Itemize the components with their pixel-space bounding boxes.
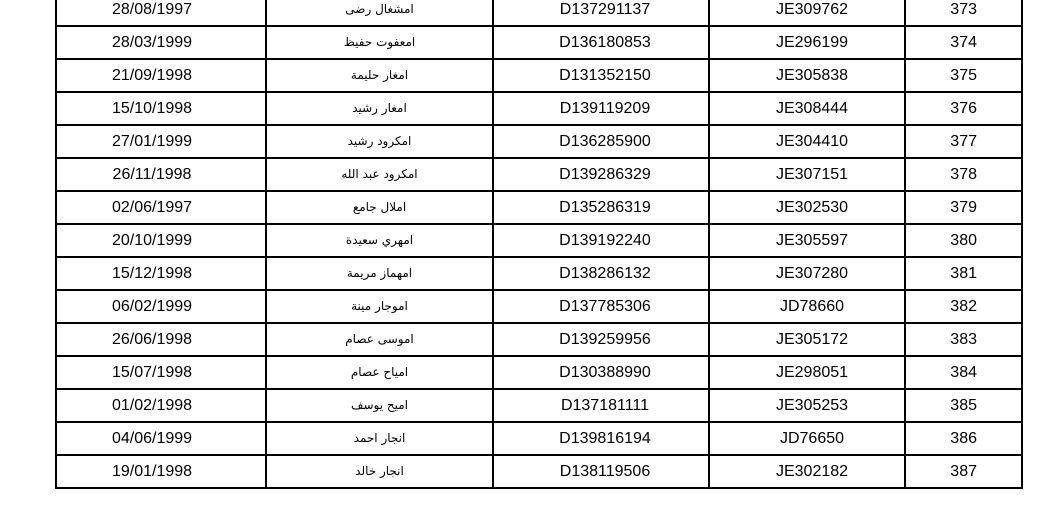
row-number-cell: 374 (905, 26, 1022, 59)
id-number-cell: D131352150 (493, 59, 709, 92)
table-row (56, 158, 1022, 191)
row-number-cell: 373 (905, 0, 1022, 26)
row-number-cell: 384 (905, 356, 1022, 389)
row-number-cell: 378 (905, 158, 1022, 191)
table-body (56, 0, 1022, 488)
table-row (56, 389, 1022, 422)
student-list-table (55, 0, 1023, 489)
student-name-cell: انجار خالد (266, 455, 493, 488)
table-row (56, 26, 1022, 59)
row-number-cell: 381 (905, 257, 1022, 290)
birth-date-cell: 28/08/1997 (56, 0, 266, 26)
id-number-cell: D137785306 (493, 290, 709, 323)
birth-date-cell: 02/06/1997 (56, 191, 266, 224)
birth-date-cell: 26/06/1998 (56, 323, 266, 356)
birth-date-cell: 27/01/1999 (56, 125, 266, 158)
student-name-cell: اموسى عصام (266, 323, 493, 356)
table-row (56, 125, 1022, 158)
row-number-cell: 379 (905, 191, 1022, 224)
student-name-cell: امغار حليمة (266, 59, 493, 92)
student-name-cell: امهماز مريمة (266, 257, 493, 290)
birth-date-cell: 21/09/1998 (56, 59, 266, 92)
row-number-cell: 385 (905, 389, 1022, 422)
birth-date-cell: 06/02/1999 (56, 290, 266, 323)
student-name-cell: امكرود عبد الله (266, 158, 493, 191)
row-number-cell: 386 (905, 422, 1022, 455)
birth-date-cell: 19/01/1998 (56, 455, 266, 488)
id-number-cell: D137291137 (493, 0, 709, 26)
table-row (56, 92, 1022, 125)
student-name-cell: امياح عصام (266, 356, 493, 389)
table-row (56, 455, 1022, 488)
student-code-cell: JE309762 (709, 0, 905, 26)
table-row (56, 59, 1022, 92)
student-code-cell: JE307151 (709, 158, 905, 191)
id-number-cell: D130388990 (493, 356, 709, 389)
student-code-cell: JE305838 (709, 59, 905, 92)
student-code-cell: JE298051 (709, 356, 905, 389)
row-number-cell: 382 (905, 290, 1022, 323)
row-number-cell: 380 (905, 224, 1022, 257)
row-number-cell: 375 (905, 59, 1022, 92)
student-name-cell: امهري سعيدة (266, 224, 493, 257)
row-number-cell: 387 (905, 455, 1022, 488)
id-number-cell: D139286329 (493, 158, 709, 191)
student-code-cell: JE307280 (709, 257, 905, 290)
id-number-cell: D139192240 (493, 224, 709, 257)
student-name-cell: انجار احمد (266, 422, 493, 455)
table-row (56, 323, 1022, 356)
student-name-cell: امعفوت حفيظ (266, 26, 493, 59)
table-row (56, 356, 1022, 389)
id-number-cell: D138119506 (493, 455, 709, 488)
student-code-cell: JE296199 (709, 26, 905, 59)
birth-date-cell: 01/02/1998 (56, 389, 266, 422)
birth-date-cell: 15/07/1998 (56, 356, 266, 389)
student-name-cell: اموجار مينة (266, 290, 493, 323)
student-name-cell: امغار رشيد (266, 92, 493, 125)
id-number-cell: D135286319 (493, 191, 709, 224)
table-row (56, 224, 1022, 257)
student-code-cell: JE302182 (709, 455, 905, 488)
student-code-cell: JD76650 (709, 422, 905, 455)
student-name-cell: امكرود رشيد (266, 125, 493, 158)
id-number-cell: D137181111 (493, 389, 709, 422)
birth-date-cell: 15/10/1998 (56, 92, 266, 125)
id-number-cell: D139119209 (493, 92, 709, 125)
student-name-cell: اميح يوسف (266, 389, 493, 422)
table-row (56, 290, 1022, 323)
student-code-cell: JE308444 (709, 92, 905, 125)
student-code-cell: JE305172 (709, 323, 905, 356)
birth-date-cell: 04/06/1999 (56, 422, 266, 455)
table-row (56, 257, 1022, 290)
student-name-cell: امشغال رضى (266, 0, 493, 26)
table-row (56, 191, 1022, 224)
birth-date-cell: 26/11/1998 (56, 158, 266, 191)
student-code-cell: JE305253 (709, 389, 905, 422)
id-number-cell: D138286132 (493, 257, 709, 290)
student-code-cell: JE305597 (709, 224, 905, 257)
student-code-cell: JD78660 (709, 290, 905, 323)
id-number-cell: D136285900 (493, 125, 709, 158)
birth-date-cell: 15/12/1998 (56, 257, 266, 290)
birth-date-cell: 28/03/1999 (56, 26, 266, 59)
row-number-cell: 377 (905, 125, 1022, 158)
table-row (56, 422, 1022, 455)
student-name-cell: املال جامع (266, 191, 493, 224)
row-number-cell: 383 (905, 323, 1022, 356)
student-code-cell: JE302530 (709, 191, 905, 224)
row-number-cell: 376 (905, 92, 1022, 125)
id-number-cell: D136180853 (493, 26, 709, 59)
table-row (56, 0, 1022, 26)
birth-date-cell: 20/10/1999 (56, 224, 266, 257)
student-code-cell: JE304410 (709, 125, 905, 158)
id-number-cell: D139816194 (493, 422, 709, 455)
id-number-cell: D139259956 (493, 323, 709, 356)
